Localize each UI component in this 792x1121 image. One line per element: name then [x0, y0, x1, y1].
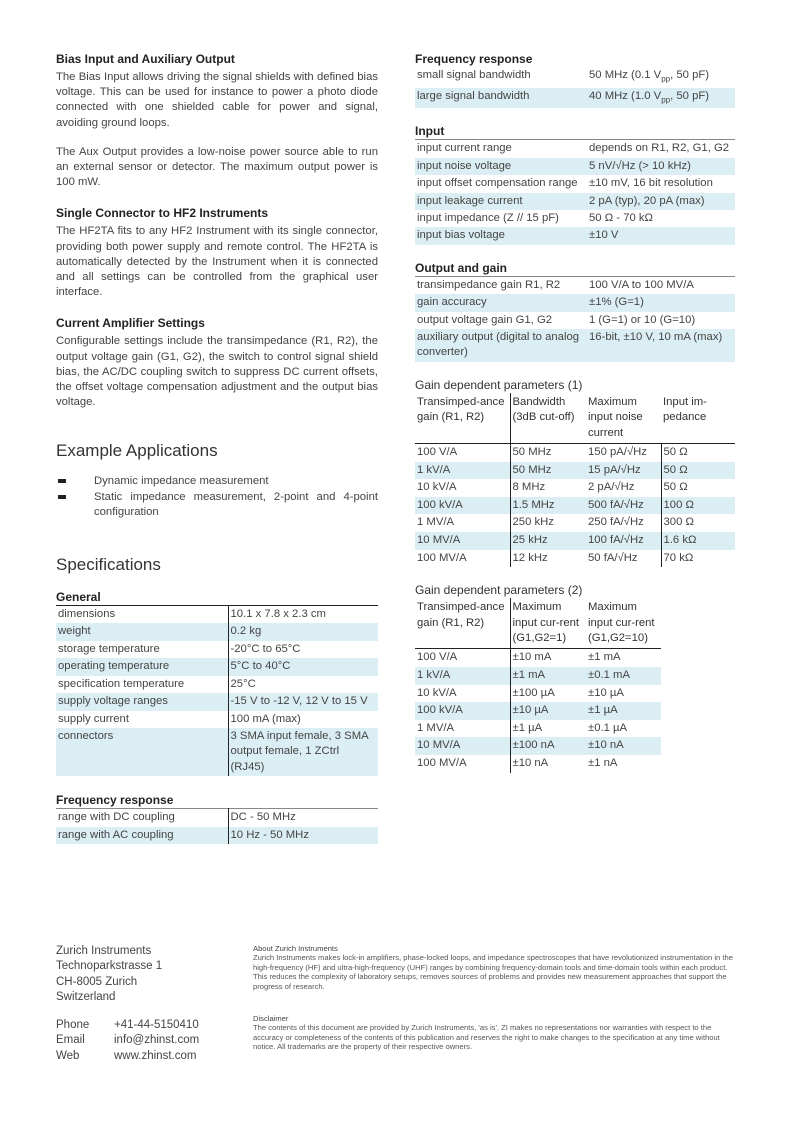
table-cell: ±1 mA: [588, 651, 621, 664]
table-row: [415, 685, 661, 703]
table-cell: 50 Ω: [661, 462, 735, 480]
table-row: [415, 88, 735, 109]
spec-value: 16-bit, ±10 V, 10 mA (max): [587, 329, 735, 362]
list-item: Dynamic impedance measurement: [56, 474, 378, 489]
table-cell: 250 fA/√Hz: [588, 516, 644, 529]
spec-label: operating temperature: [56, 658, 228, 675]
web-link[interactable]: www.zhinst.com: [114, 1049, 197, 1062]
about-block: [253, 944, 737, 991]
disclaimer-block: [253, 1014, 737, 1052]
table-cell: 100 MV/A: [417, 756, 467, 769]
spec-label: storage temperature: [56, 641, 228, 658]
spec-value: -20°C to 65°C: [230, 642, 301, 655]
table-row: [415, 497, 735, 515]
spec-value: ±10 mV, 16 bit resolution: [589, 177, 713, 190]
table-cell: 50 MHz: [510, 462, 586, 480]
table-cell: ±10 mA: [510, 649, 586, 667]
section-heading: Current Amplifier Settings: [56, 316, 205, 331]
spec-value: -15 V to -12 V, 12 V to 15 V: [228, 693, 378, 710]
specifications-heading: Specifications: [56, 555, 161, 575]
table-row: [56, 606, 378, 624]
table-title: Gain dependent parameters (1): [415, 377, 583, 392]
table-row: [415, 312, 735, 329]
table-row: [415, 193, 735, 210]
table-row: [415, 514, 735, 532]
applications-list: [56, 474, 378, 520]
section-heading: Bias Input and Auxiliary Output: [56, 52, 235, 66]
spec-label: small signal bandwidth: [417, 69, 531, 81]
table-row: [56, 641, 378, 658]
table-row: [415, 276, 735, 294]
table-cell: 100 V/A: [417, 651, 458, 664]
spec-value: 100 mA (max): [230, 712, 301, 725]
table-cell: 100 kV/A: [415, 497, 510, 515]
table-row: [415, 479, 735, 497]
table-cell: 100 kV/A: [415, 702, 510, 720]
section-single-connector: [56, 206, 378, 300]
table-row: [415, 649, 661, 667]
table-cell: ±10 µA: [510, 702, 586, 720]
paragraph: The Bias Input allows driving the signal shields with defined bias voltage. This can be used for instance to power a photo diode connected with one shielded cable for power and signal, avoiding ground loops.: [56, 71, 378, 129]
gain-params-2-table: [415, 598, 661, 772]
spec-value: 3 SMA input female, 3 SMA output female, 1 ZCtrl (RJ45): [228, 728, 378, 776]
table-cell: 1.6 kΩ: [661, 532, 735, 550]
table-cell: ±0.1 mA: [586, 667, 661, 685]
table-cell: 15 pA/√Hz: [586, 462, 661, 480]
table-cell: 1 kV/A: [415, 462, 510, 480]
column-header: Maximum input cur-rent (G1,G2=10): [586, 598, 661, 649]
spec-label: output voltage gain G1, G2: [417, 313, 553, 326]
table-row: [56, 711, 378, 728]
table-title: General: [56, 590, 101, 605]
table-row: [415, 737, 661, 755]
spec-label: connectors: [56, 728, 228, 776]
table-cell: 10 MV/A: [415, 737, 510, 755]
table-cell: 50 Ω: [661, 479, 735, 497]
table-cell: 2 pA/√Hz: [588, 481, 635, 494]
table-row: [415, 532, 735, 550]
spec-value: 5°C to 40°C: [228, 658, 378, 675]
input-section: [415, 124, 735, 244]
column-header: Maximum input cur-rent (G1,G2=1): [510, 598, 586, 649]
table-row: [415, 550, 735, 568]
section-bias-input: [56, 52, 378, 190]
about-heading: About Zurich Instruments: [253, 944, 338, 953]
table-row: [56, 623, 378, 640]
table-cell: 25 kHz: [510, 532, 586, 550]
spec-value: 50 Ω - 70 kΩ: [589, 211, 653, 224]
gain-params-1-table: [415, 393, 735, 567]
table-cell: ±1 nA: [588, 756, 618, 769]
table-cell: 10 MV/A: [415, 532, 510, 550]
paragraph: Configurable settings include the transimpedance (R1, R2), the output voltage gain (G1, G2), the switch to control signal shield bias, the AC/DC coupling switch to suppress DC current offsets, the offset voltage compensation adjustment and the output bias voltage.: [56, 335, 378, 409]
table-row: [415, 294, 735, 311]
table-row: [415, 720, 661, 738]
output-gain-table: [415, 276, 735, 362]
spec-label: weight: [56, 623, 228, 640]
bullet-icon: [56, 474, 94, 489]
table-cell: 300 Ω: [661, 514, 735, 532]
contact-info: [56, 1018, 199, 1064]
table-title: Frequency response: [415, 52, 533, 66]
table-cell: 50 Ω: [661, 444, 735, 462]
general-spec-table: [56, 605, 378, 776]
spec-value: 10 Hz - 50 MHz: [228, 827, 378, 844]
table-cell: 100 fA/√Hz: [586, 532, 661, 550]
table-cell: 500 fA/√Hz: [586, 497, 661, 515]
left-column: [56, 52, 378, 844]
spec-label: dimensions: [56, 606, 228, 624]
column-header: Maximum input noise current: [586, 393, 661, 444]
spec-value: ±10 V: [587, 227, 735, 244]
spec-label: auxiliary output (digital to analog converter): [415, 329, 587, 362]
column-header: Bandwidth (3dB cut-off): [510, 393, 586, 444]
company-address: [56, 944, 246, 1006]
spec-label: transimpedance gain R1, R2: [417, 278, 561, 291]
table-cell: ±1 µA: [586, 702, 661, 720]
table-cell: 8 MHz: [510, 479, 586, 497]
table-row: [415, 702, 661, 720]
table-row: [56, 676, 378, 693]
table-row: [415, 667, 661, 685]
table-row: [415, 175, 735, 192]
output-gain-section: [415, 261, 735, 362]
example-applications-heading: Example Applications: [56, 441, 218, 461]
spec-label: range with AC coupling: [56, 827, 228, 844]
contact-email: Email info@zhinst.com: [56, 1033, 199, 1048]
section-heading: Single Connector to HF2 Instruments: [56, 206, 269, 221]
table-cell: ±1 µA: [510, 720, 586, 738]
spec-label: input impedance (Z // 15 pF): [417, 211, 559, 224]
table-cell: ±1 mA: [510, 667, 586, 685]
spec-value: ±1% (G=1): [587, 294, 735, 311]
section-current-amplifier: [56, 316, 378, 410]
table-row: [56, 658, 378, 675]
address-line: Technoparkstrasse 1: [56, 960, 163, 973]
table-row: [415, 158, 735, 175]
contact-web: Web www.zhinst.com: [56, 1049, 199, 1064]
table-row: [415, 210, 735, 227]
email-link[interactable]: info@zhinst.com: [114, 1034, 200, 1047]
table-title: Frequency response: [56, 793, 174, 808]
table-cell: 12 kHz: [510, 550, 586, 568]
address-line: Zurich Instruments: [56, 945, 152, 957]
spec-value: depends on R1, R2, G1, G2: [589, 142, 730, 155]
disclaimer-text: The contents of this document are provided by Zurich Instruments, 'as is'. ZI makes no representations nor warranties with respect to the accuracy or completeness of the contents of this publication and reserves the right to make changes to the specification at any time without notice. All trademarks are the property of their respective owners.: [253, 1023, 720, 1052]
table-cell: ±10 nA: [586, 737, 661, 755]
example-applications: [56, 440, 378, 520]
table-cell: ±100 nA: [510, 737, 586, 755]
spec-label: range with DC coupling: [56, 809, 228, 827]
spec-value: 5 nV/√Hz (> 10 kHz): [587, 158, 735, 175]
spec-label: specification temperature: [56, 676, 228, 693]
input-spec-table: [415, 139, 735, 244]
table-row: [415, 444, 735, 462]
table-cell: 250 kHz: [510, 514, 586, 532]
table-row: [56, 728, 378, 776]
disclaimer-heading: Disclaimer: [253, 1014, 289, 1023]
table-row: [415, 755, 661, 773]
spec-value: 10.1 x 7.8 x 2.3 cm: [230, 608, 326, 621]
address-line: Switzerland: [56, 991, 116, 1004]
spec-value: 40 MHz (1.0 $V_{pp}$, 50 pF): [587, 88, 735, 109]
table-row: [415, 140, 735, 158]
spec-value: 25°C: [230, 677, 256, 690]
table-cell: 100 V/A: [417, 446, 458, 458]
column-header: Transimped-ance gain (R1, R2): [415, 598, 510, 649]
column-header: Transimped-ance gain (R1, R2): [415, 393, 510, 444]
contact-phone: Phone +41-44-5150410: [56, 1018, 199, 1033]
frequency-response-right-section: [415, 52, 735, 108]
address-line: CH-8005 Zurich: [56, 975, 138, 988]
table-title: Output and gain: [415, 260, 507, 275]
spec-label: input leakage current: [415, 193, 587, 210]
table-row: [56, 827, 378, 844]
table-cell: 100 Ω: [661, 497, 735, 515]
spec-value: 0.2 kg: [228, 623, 378, 640]
spec-label: input bias voltage: [415, 227, 587, 244]
table-cell: 50 fA/√Hz: [588, 551, 638, 564]
table-row: [415, 462, 735, 480]
column-header: Input im-pedance: [661, 393, 735, 444]
table-cell: 1 MV/A: [417, 721, 455, 734]
table-cell: ±0.1 µA: [588, 721, 628, 734]
spec-label: large signal bandwidth: [415, 88, 587, 109]
table-cell: 150 pA/√Hz: [588, 446, 647, 458]
table-cell: ±10 nA: [510, 755, 586, 773]
spec-value: 2 pA (typ), 20 pA (max): [587, 193, 735, 210]
table-cell: 1.5 MHz: [510, 497, 586, 515]
paragraph: The HF2TA fits to any HF2 Instrument with its single connector, providing both power supply and remote control. The HF2TA is automatically detected by the Instrument when it is connected and all settings can be controlled from the graphical user interface.: [56, 225, 378, 299]
phone-value: +41-44-5150410: [114, 1019, 199, 1031]
paragraph: The Aux Output provides a low-noise power source able to run an external sensor or detector. The maximum output power is 100 mW.: [56, 145, 378, 189]
spec-label: input noise voltage: [415, 158, 587, 175]
spec-label: gain accuracy: [415, 294, 587, 311]
table-cell: 1 MV/A: [417, 516, 455, 529]
frequency-response-table-right: [415, 67, 735, 108]
frequency-response-table-left: [56, 808, 378, 844]
spec-value: 1 (G=1) or 10 (G=10): [589, 313, 696, 326]
spec-label: input offset compensation range: [417, 177, 578, 190]
table-cell: 100 MV/A: [417, 551, 467, 564]
table-cell: 10 kV/A: [417, 686, 457, 699]
table-title: Input: [415, 124, 445, 139]
table-row: [56, 693, 378, 710]
table-cell: 70 kΩ: [661, 550, 735, 568]
spec-label: input current range: [417, 142, 512, 155]
table-row: [415, 329, 735, 362]
table-row: [56, 809, 378, 827]
table-row: [415, 67, 735, 88]
gain-params-2-section: [415, 583, 735, 772]
frequency-response-left-section: [56, 793, 378, 844]
table-cell: 1 kV/A: [415, 667, 510, 685]
list-item: Static impedance measurement, 2-point and 4-point configuration: [56, 490, 378, 520]
spec-value: 50 MHz (0.1 $V_{pp}$, 50 pF): [589, 69, 710, 84]
table-cell: ±100 µA: [510, 685, 586, 703]
spec-value: 100 V/A to 100 MV/A: [589, 278, 694, 291]
gain-params-1-section: [415, 378, 735, 567]
spec-label: supply voltage ranges: [56, 693, 228, 710]
general-table-section: [56, 590, 378, 776]
table-cell: ±10 µA: [588, 686, 624, 699]
bullet-icon: [56, 490, 94, 520]
table-row: [415, 227, 735, 244]
table-cell: 50 MHz: [510, 444, 586, 462]
table-title: Gain dependent parameters (2): [415, 583, 583, 598]
about-text: Zurich Instruments makes lock-in amplifiers, phase-locked loops, and impedance spectroscopes that have revolutionized instrumentation in the high-frequency (HF) and ultra-high-frequency (UHF) ranges by combining frequency-domain tools and time-domain tools within each product. This reduces the complexity of laboratory setups, removes sources of problems and provides new measurement approaches that support the progress of research.: [253, 953, 733, 991]
table-cell: 10 kV/A: [417, 481, 457, 494]
spec-label: supply current: [56, 711, 228, 728]
right-column: [415, 52, 735, 773]
spec-value: DC - 50 MHz: [230, 811, 296, 824]
